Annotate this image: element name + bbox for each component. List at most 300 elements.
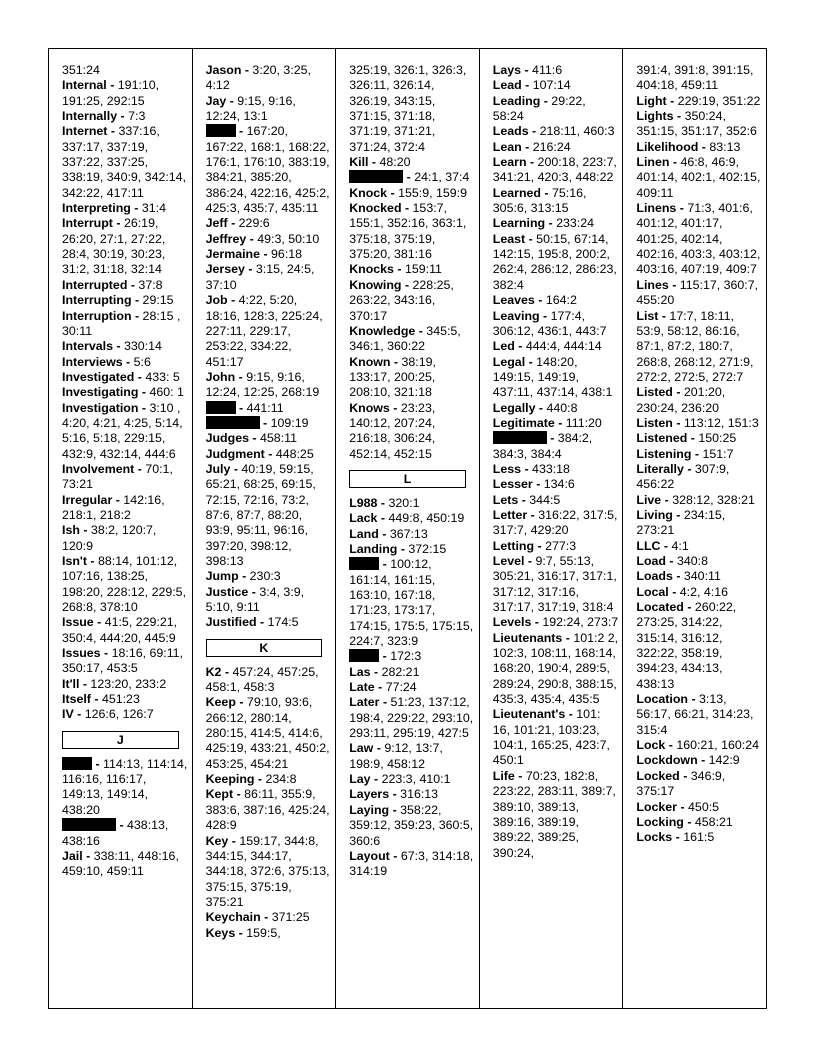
index-term: IV — [62, 707, 74, 722]
term-separator: - — [668, 584, 680, 599]
term-separator: - — [389, 848, 401, 863]
index-entry — [62, 109, 188, 124]
index-entry — [493, 401, 619, 416]
index-entry — [636, 94, 762, 109]
index-entry — [636, 569, 762, 584]
page-line-refs: 18:16, 69:11, 350:17, 453:5 — [62, 646, 184, 676]
term-separator: - — [138, 400, 150, 415]
index-entry — [636, 769, 762, 800]
term-separator: - — [389, 802, 401, 817]
index-entry — [493, 155, 619, 186]
index-term: Lay — [349, 772, 371, 787]
index-term: Knocks — [349, 262, 394, 277]
page-line-refs: 371:25 — [271, 910, 310, 925]
page-line-refs: 3:15, 24:5, 37:10 — [205, 262, 315, 292]
index-term: Lack — [349, 511, 378, 526]
page-line-refs: 260:22, 273:25, 314:22, 315:14, 316:12, 322:22, 358:19, 394:23, 434:13, 438:13 — [636, 600, 737, 691]
index-term: Laying — [349, 802, 390, 817]
index-entry — [493, 769, 619, 861]
index-term: Jason — [205, 63, 242, 77]
page-line-refs: 161:5 — [683, 830, 715, 845]
index-entry — [62, 63, 188, 78]
redaction-bar — [493, 431, 547, 444]
term-separator: - — [227, 216, 239, 231]
index-entry — [206, 447, 332, 462]
page-line-refs: 37:8 — [138, 277, 163, 292]
page-line-refs: 223:3, 410:1 — [381, 772, 451, 787]
index-entry — [62, 385, 188, 400]
term-separator: - — [673, 109, 685, 124]
term-separator: - — [683, 814, 695, 829]
term-separator: - — [518, 492, 530, 507]
term-separator: - — [668, 277, 680, 292]
page-line-refs: 111:20 — [565, 415, 602, 430]
index-term: Justice — [205, 584, 249, 599]
term-separator: - — [134, 461, 146, 476]
page-line-refs: 134:6 — [543, 477, 575, 492]
term-separator: - — [401, 201, 413, 216]
index-term: Keeping — [205, 772, 255, 787]
index-entry — [62, 692, 188, 707]
page-line-refs: 172:3 — [390, 649, 422, 664]
page-line-refs: 451:23 — [101, 692, 140, 707]
index-entry — [636, 309, 762, 386]
index-entry — [62, 615, 188, 646]
page-line-refs: 75:16, 305:6, 313:15 — [492, 185, 587, 216]
index-entry — [62, 523, 188, 554]
term-separator: - — [248, 431, 260, 446]
index-entry — [206, 216, 332, 231]
index-term: Judges — [205, 431, 249, 446]
index-entry — [636, 753, 762, 768]
term-separator: - — [230, 461, 242, 476]
term-separator: - — [238, 569, 250, 584]
page-line-refs: 440:8 — [546, 400, 578, 415]
page-line-refs: 433:18 — [532, 461, 570, 476]
page-line-refs: 48:20 — [379, 155, 411, 170]
page-line-refs: 4:22, 5:20, 18:16, 128:3, 225:24, 227:11, 229:17, 253:22, 334:22, 451:17 — [205, 293, 323, 369]
index-term: Irregular — [62, 492, 113, 507]
index-term: List — [636, 308, 659, 323]
index-entry — [206, 232, 332, 247]
term-separator: - — [554, 415, 566, 430]
index-term: Listed — [636, 385, 673, 400]
index-term: Least — [492, 231, 526, 246]
page-line-refs: 438:13, 438:16 — [62, 818, 169, 848]
page-line-refs: 142:9 — [708, 753, 740, 768]
term-separator: - — [131, 308, 143, 323]
term-separator: - — [379, 557, 391, 572]
index-entry — [62, 849, 188, 880]
term-separator: - — [390, 354, 402, 369]
index-term: Knowing — [349, 277, 402, 292]
term-separator: - — [246, 231, 258, 246]
term-separator: - — [106, 78, 118, 93]
index-term: Investigation — [62, 400, 139, 415]
term-separator: - — [235, 925, 247, 940]
index-term: Levels — [492, 615, 532, 630]
page-line-refs: 433: 5 — [145, 369, 180, 384]
term-separator: - — [260, 910, 272, 925]
index-entry — [493, 508, 619, 539]
term-separator: - — [669, 155, 681, 170]
index-entry — [493, 707, 619, 768]
index-entry — [493, 339, 619, 354]
term-separator: - — [79, 523, 91, 538]
index-entry — [636, 585, 762, 600]
page-line-refs: 229:19, 351:22 — [677, 93, 761, 108]
page-line-refs: 4:2, 4:16 — [679, 584, 728, 599]
term-separator: - — [379, 695, 391, 710]
term-separator: - — [370, 664, 382, 679]
index-term: Leaves — [492, 293, 535, 308]
term-separator: - — [526, 155, 538, 170]
index-term: Known — [349, 354, 391, 369]
page-line-refs: 330:14 — [123, 339, 162, 354]
term-separator: - — [107, 124, 119, 139]
index-entry — [62, 462, 188, 493]
redaction-bar — [206, 416, 260, 429]
term-separator: - — [254, 772, 266, 787]
index-entry — [493, 615, 619, 630]
page-line-refs: 159:11 — [404, 262, 442, 277]
index-term: Intervals — [62, 339, 113, 354]
page-line-refs: 153:7, 155:1, 352:16, 363:1, 375:18, 375:19, 375:20, 381:16 — [349, 201, 467, 262]
index-term: July — [205, 461, 231, 476]
term-separator: - — [259, 415, 271, 430]
index-term: Jail — [62, 848, 83, 863]
page-line-refs: 340:8 — [677, 554, 709, 568]
index-entry — [206, 63, 332, 94]
index-term: Job — [205, 293, 228, 308]
index-term: Loads — [636, 569, 673, 584]
index-term: Location — [636, 692, 689, 707]
continued-refs: 391:4, 391:8, 391:15, 404:18, 459:11 — [636, 63, 754, 93]
page-line-refs: 3:13, 56:17, 66:21, 314:23, 315:4 — [636, 692, 754, 737]
term-separator: - — [698, 139, 710, 154]
index-entry — [206, 926, 332, 941]
page-line-refs: 40:19, 59:15, 65:21, 68:25, 69:15, 72:15, 72:16, 73:2, 87:6, 87:7, 88:20, 93:9, 95:11, 96:16, 397:20, 398:12, 398:13 — [205, 461, 316, 568]
term-separator: - — [540, 185, 552, 200]
index-entry — [493, 431, 619, 462]
term-separator: - — [379, 649, 391, 664]
index-term: Lock — [636, 738, 666, 753]
index-entry — [493, 416, 619, 431]
index-entry — [493, 216, 619, 231]
term-separator: - — [683, 600, 695, 615]
page-line-refs: 230:3 — [249, 569, 281, 584]
index-term: Listened — [636, 431, 688, 446]
index-term: Lieutenants — [492, 630, 563, 645]
index-entry — [349, 849, 475, 880]
term-separator: - — [389, 787, 401, 802]
page-line-refs: 29:15 — [142, 293, 174, 308]
term-separator: - — [521, 139, 533, 154]
index-entry — [349, 665, 475, 680]
term-separator: - — [672, 507, 684, 522]
page-line-refs: 96:18 — [271, 247, 303, 262]
index-term: K2 — [205, 664, 222, 679]
term-separator: - — [683, 461, 695, 476]
term-separator: - — [235, 369, 247, 384]
page-line-refs: 277:3 — [545, 538, 577, 553]
index-term: Literally — [636, 461, 684, 476]
term-separator: - — [235, 400, 247, 415]
term-separator: - — [235, 124, 247, 139]
index-entry — [493, 78, 619, 93]
index-term: Internet — [62, 124, 108, 139]
index-term: Live — [636, 492, 662, 507]
index-term: Internally — [62, 109, 118, 124]
index-column-5 — [622, 49, 766, 1008]
page-line-refs: 350:24, 351:15, 351:17, 352:6 — [636, 109, 757, 139]
page-line-refs: 282:21 — [381, 664, 420, 679]
page-line-refs: 192:24, 273:7 — [542, 615, 619, 630]
redaction-bar — [349, 649, 379, 662]
page-line-refs: 28:15 , 30:11 — [62, 308, 181, 338]
index-entry — [206, 834, 332, 911]
page-line-refs: 29:22, 58:24 — [492, 93, 586, 124]
index-entry — [636, 109, 762, 140]
term-separator: - — [131, 293, 143, 308]
page-line-refs: 200:18, 223:7, 341:21, 420:3, 448:22 — [492, 155, 617, 185]
page-line-refs: 340:11 — [683, 569, 721, 584]
term-separator: - — [221, 664, 233, 679]
term-separator: - — [532, 477, 544, 492]
page-line-refs: 228:25, 263:22, 343:16, 370:17 — [349, 277, 454, 323]
redaction-bar — [206, 401, 236, 414]
index-term: Likelihood — [636, 139, 699, 154]
index-term: Less — [492, 461, 522, 476]
term-separator: - — [248, 584, 260, 599]
page-line-refs: 216:24 — [532, 139, 571, 154]
index-entry — [349, 695, 475, 741]
term-separator: - — [117, 109, 129, 124]
letter-header: K — [206, 639, 323, 657]
index-term: Locking — [636, 814, 684, 829]
redaction-bar — [349, 557, 379, 570]
page-line-refs: 4:1 — [671, 538, 689, 553]
page-line-refs: 114:13, 114:14, 116:16, 116:17, 149:13, 149:14, 438:20 — [62, 756, 188, 817]
index-entry — [62, 646, 188, 677]
page-line-refs: 126:6, 126:7 — [84, 707, 154, 722]
term-separator: - — [374, 680, 386, 695]
page-line-refs: 316:22, 317:5, 317:7, 429:20 — [492, 507, 618, 538]
term-separator: - — [676, 201, 688, 216]
continued-refs: 351:24 — [62, 63, 100, 77]
term-separator: - — [521, 78, 533, 93]
redaction-bar — [62, 757, 92, 770]
index-term: Jersey — [205, 262, 245, 277]
index-entry — [62, 818, 188, 849]
index-term: Landing — [349, 541, 398, 556]
index-term: Letter — [492, 507, 528, 522]
term-separator: - — [79, 676, 91, 691]
index-term: Learned — [492, 185, 541, 200]
page-line-refs: 458:21 — [694, 814, 733, 829]
page-line-refs: 358:22, 359:12, 359:23, 360:5, 360:6 — [349, 802, 474, 848]
index-entry — [206, 262, 332, 293]
index-entry — [62, 124, 188, 201]
page-line-refs: 115:17, 360:7, 455:20 — [636, 277, 759, 308]
index-entry — [493, 493, 619, 508]
index-entry — [206, 247, 332, 262]
index-entry — [636, 600, 762, 692]
index-term: Lockdown — [636, 753, 698, 768]
page-line-refs: 26:19, 26:20, 27:1, 27:22, 28:4, 30:19, 30:23, 31:2, 31:18, 32:14 — [62, 216, 166, 277]
index-term: Living — [636, 507, 673, 522]
index-term: Itself — [62, 692, 91, 707]
term-separator: - — [264, 446, 276, 461]
term-separator: - — [531, 615, 543, 630]
index-term: Learning — [492, 216, 546, 231]
index-entry — [62, 201, 188, 216]
index-entry — [349, 201, 475, 262]
term-separator: - — [691, 446, 703, 461]
page-line-refs: 337:16, 337:17, 337:19, 337:22, 337:25, 338:19, 340:9, 342:14, 342:22, 417:11 — [62, 124, 187, 200]
index-term: Layers — [349, 787, 390, 802]
index-entry — [62, 554, 188, 615]
page-line-refs: 7:3 — [128, 109, 146, 124]
index-term: Las — [349, 664, 371, 679]
index-term: Issue — [62, 615, 94, 630]
term-separator: - — [660, 538, 672, 553]
index-term: Key — [205, 833, 229, 848]
index-entry — [349, 324, 475, 355]
redaction-bar — [206, 124, 236, 137]
redaction-bar — [62, 818, 116, 831]
index-page-frame — [48, 48, 767, 1009]
term-separator: - — [540, 93, 552, 108]
index-entry — [62, 293, 188, 308]
page-line-refs: 3:10 , 4:20, 4:21, 4:25, 5:14, 5:16, 5:18, 229:15, 432:9, 432:14, 444:6 — [62, 400, 183, 461]
page-line-refs: 107:14 — [532, 78, 571, 93]
index-entry — [636, 201, 762, 278]
index-term: Knocked — [349, 201, 402, 216]
term-separator: - — [401, 277, 413, 292]
index-entry — [349, 155, 475, 170]
term-separator: - — [672, 415, 684, 430]
index-entry — [349, 355, 475, 401]
index-entry — [636, 385, 762, 416]
page-line-refs: 441:11 — [246, 400, 284, 415]
redaction-bar — [349, 170, 403, 183]
index-term: Jeff — [205, 216, 228, 231]
page-line-refs: 328:12, 328:21 — [672, 492, 755, 507]
index-entry — [636, 416, 762, 431]
index-entry — [636, 539, 762, 554]
term-separator: - — [514, 768, 526, 783]
term-separator: - — [387, 185, 399, 200]
letter-header: J — [62, 731, 179, 749]
page-line-refs: 9:7, 55:13, 305:21, 316:17, 317:1, 317:12, 317:16, 317:17, 317:19, 318:4 — [492, 554, 617, 615]
term-separator: - — [226, 93, 238, 108]
index-entry — [206, 787, 332, 833]
page-line-refs: 17:7, 18:11, 53:9, 58:12, 86:16, 87:1, 87:2, 180:7, 268:8, 268:12, 271:9, 272:2, 272:5, 272:7 — [636, 308, 754, 384]
page-line-refs: 38:2, 120:7, 120:9 — [62, 523, 157, 553]
index-term: Law — [349, 741, 374, 756]
index-term: Listen — [636, 415, 673, 430]
page-line-refs: 346:9, 375:17 — [636, 768, 726, 799]
index-term: Layout — [349, 848, 390, 863]
page-line-refs: 100:12, 161:14, 161:15, 163:10, 167:18, 171:23, 173:17, 174:15, 175:5, 175:15, 224:7, 323:9 — [349, 557, 474, 649]
index-term: Learn — [492, 155, 527, 170]
index-term: Leaving — [492, 308, 540, 323]
page-line-refs: 71:3, 401:6, 401:12, 401:17, 401:25, 402:14, 402:16, 403:3, 403:12, 403:16, 407:19, 409:7 — [636, 201, 761, 277]
term-separator: - — [521, 63, 533, 77]
index-term: Late — [349, 680, 375, 695]
term-separator: - — [86, 554, 98, 568]
page-line-refs: 109:19 — [270, 415, 309, 430]
index-term: Keep — [205, 695, 236, 710]
index-term: Locked — [636, 768, 680, 783]
page-line-refs: 123:20, 233:2 — [90, 676, 167, 691]
page-line-refs: 345:5, 346:1, 360:22 — [349, 323, 461, 354]
index-column-3 — [335, 49, 479, 1008]
index-entry — [206, 569, 332, 584]
page-line-refs: 148:20, 149:15, 149:19, 437:11, 437:14, 438:1 — [492, 354, 613, 400]
term-separator: - — [82, 848, 94, 863]
page-line-refs: 457:24, 457:25, 458:1, 458:3 — [205, 664, 319, 695]
index-term: Keys — [205, 925, 236, 940]
term-separator: - — [403, 170, 415, 185]
index-entry — [206, 615, 332, 630]
term-separator: - — [658, 308, 670, 323]
index-entry — [62, 757, 188, 818]
index-entry — [349, 680, 475, 695]
index-term: Jay — [205, 93, 227, 108]
index-term: Located — [636, 600, 684, 615]
index-entry — [62, 707, 188, 722]
page-line-refs: 233:24 — [556, 216, 595, 231]
term-separator: - — [116, 818, 128, 833]
index-entry — [349, 278, 475, 324]
index-entry — [636, 738, 762, 753]
page-line-refs: 101:2 2, 102:3, 108:11, 168:14, 168:20, 190:4, 289:5, 289:24, 290:8, 388:15, 435:3, 435:4, 435:5 — [492, 630, 619, 707]
index-entry — [636, 830, 762, 845]
index-entry — [62, 677, 188, 692]
term-separator: - — [687, 431, 699, 446]
index-column-4 — [479, 49, 623, 1008]
index-entry — [493, 140, 619, 155]
index-term: Locks — [636, 830, 673, 845]
term-separator: - — [112, 492, 124, 507]
term-separator: - — [377, 511, 389, 526]
page-line-refs: 38:19, 133:17, 200:25, 208:10, 321:18 — [349, 354, 436, 400]
index-term: Interviews — [62, 354, 123, 369]
index-entry — [62, 493, 188, 524]
index-term: Life — [492, 768, 515, 783]
index-term: Interrupted — [62, 277, 128, 292]
index-term: Keychain — [205, 910, 261, 925]
index-entry — [349, 787, 475, 802]
index-entry — [62, 78, 188, 109]
term-separator: - — [138, 385, 150, 400]
index-entry — [349, 496, 475, 511]
term-separator: - — [127, 277, 139, 292]
index-entry — [206, 665, 332, 696]
index-entry — [206, 431, 332, 446]
term-separator: - — [227, 293, 239, 308]
term-separator: - — [525, 354, 537, 369]
index-entry — [636, 493, 762, 508]
page-line-refs: 338:11, 448:16, 459:10, 459:11 — [62, 848, 179, 879]
index-entry — [206, 585, 332, 616]
page-line-refs: 160:21, 160:24 — [676, 738, 759, 753]
index-term: Investigated — [62, 369, 135, 384]
index-term: Level — [492, 554, 525, 568]
page-line-refs: 49:3, 50:10 — [257, 231, 320, 246]
